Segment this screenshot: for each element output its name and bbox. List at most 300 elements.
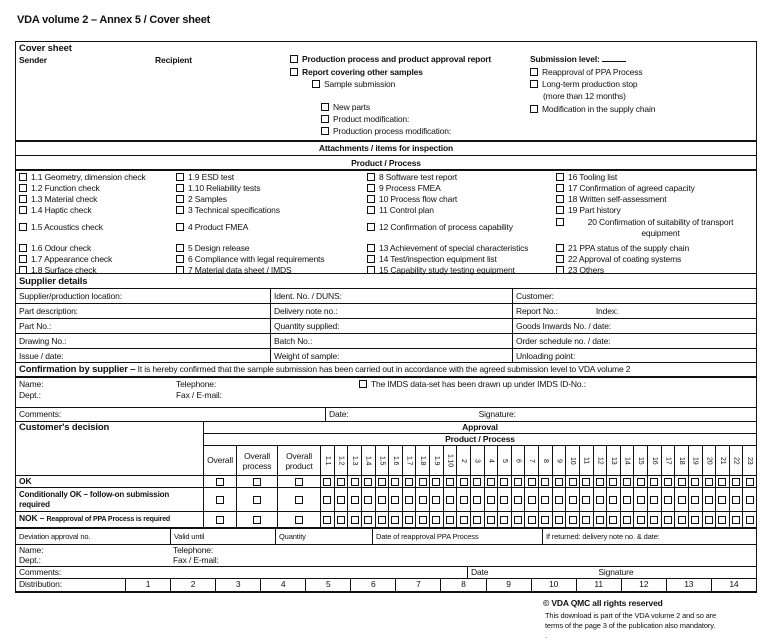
checkbox[interactable] — [176, 206, 184, 214]
checkbox[interactable] — [321, 115, 329, 123]
deviation-field[interactable] — [171, 528, 276, 545]
checkbox[interactable] — [367, 173, 375, 181]
checkbox[interactable] — [367, 195, 375, 203]
decision-cell[interactable] — [648, 512, 662, 528]
decision-cell[interactable] — [430, 476, 444, 488]
checkbox[interactable] — [514, 478, 522, 486]
attachment-item[interactable] — [19, 205, 91, 216]
checkbox[interactable] — [19, 184, 27, 192]
attachment-item[interactable] — [176, 172, 234, 183]
checkbox[interactable] — [176, 244, 184, 252]
decision-cell[interactable] — [539, 512, 553, 528]
checkbox[interactable] — [19, 244, 27, 252]
checkbox[interactable] — [596, 516, 604, 524]
checkbox[interactable] — [528, 496, 536, 504]
decision-cell[interactable] — [389, 488, 403, 512]
checkbox[interactable] — [295, 496, 303, 504]
distribution-cell[interactable] — [216, 579, 261, 592]
checkbox[interactable] — [556, 195, 564, 203]
checkbox[interactable] — [556, 218, 564, 226]
deviation-field[interactable] — [543, 528, 757, 545]
decision-cell[interactable] — [620, 488, 634, 512]
checkbox[interactable] — [664, 496, 672, 504]
attachment-item[interactable] — [19, 183, 100, 194]
checkbox[interactable] — [460, 478, 468, 486]
checkbox[interactable] — [556, 244, 564, 252]
decision-cell[interactable] — [498, 488, 512, 512]
checkbox[interactable] — [556, 173, 564, 181]
checkbox[interactable] — [732, 516, 740, 524]
decision-cell[interactable] — [729, 488, 743, 512]
checkbox[interactable] — [378, 516, 386, 524]
checkbox[interactable] — [19, 255, 27, 263]
checkbox[interactable] — [432, 516, 440, 524]
decision-cell[interactable] — [525, 512, 539, 528]
checkbox[interactable] — [528, 478, 536, 486]
checkbox[interactable] — [556, 255, 564, 263]
checkbox[interactable] — [664, 516, 672, 524]
distribution-cell[interactable] — [621, 579, 666, 592]
supplier-field[interactable] — [271, 289, 513, 304]
distribution-cell[interactable] — [261, 579, 306, 592]
checkbox[interactable] — [473, 478, 481, 486]
decision-cell[interactable] — [430, 488, 444, 512]
decision-cell[interactable] — [716, 488, 730, 512]
decision-cell[interactable] — [375, 488, 389, 512]
decision-cell[interactable] — [443, 476, 457, 488]
checkbox[interactable] — [556, 184, 564, 192]
distribution-cell[interactable] — [441, 579, 486, 592]
checkbox[interactable] — [419, 496, 427, 504]
attachment-item[interactable] — [367, 222, 513, 233]
reapproval-option[interactable] — [530, 67, 643, 77]
attachment-item[interactable] — [19, 172, 146, 183]
decision-cell[interactable] — [334, 488, 348, 512]
checkbox[interactable] — [253, 478, 261, 486]
checkbox[interactable] — [637, 516, 645, 524]
checkbox[interactable] — [367, 206, 375, 214]
decision-cell[interactable] — [430, 512, 444, 528]
checkbox[interactable] — [367, 244, 375, 252]
decision-cell[interactable] — [552, 512, 566, 528]
checkbox[interactable] — [323, 496, 331, 504]
distribution-cell[interactable] — [306, 579, 351, 592]
distribution-cell[interactable] — [711, 579, 756, 592]
attachment-item[interactable] — [19, 222, 103, 233]
customer-date-signature[interactable] — [468, 567, 757, 579]
submission-level-blank[interactable] — [602, 54, 626, 62]
checkbox[interactable] — [637, 496, 645, 504]
checkbox[interactable] — [216, 516, 224, 524]
attachment-item[interactable] — [176, 183, 260, 194]
decision-cell[interactable] — [321, 476, 335, 488]
checkbox[interactable] — [556, 206, 564, 214]
decision-cell[interactable] — [648, 488, 662, 512]
checkbox[interactable] — [323, 516, 331, 524]
decision-cell[interactable] — [566, 512, 580, 528]
decision-cell[interactable] — [552, 476, 566, 488]
checkbox[interactable] — [705, 496, 713, 504]
checkbox[interactable] — [446, 496, 454, 504]
checkbox[interactable] — [295, 516, 303, 524]
distribution-cell[interactable] — [396, 579, 441, 592]
decision-cell[interactable] — [443, 512, 457, 528]
checkbox[interactable] — [378, 478, 386, 486]
decision-cell[interactable] — [484, 476, 498, 488]
decision-cell[interactable] — [634, 512, 648, 528]
checkbox[interactable] — [541, 496, 549, 504]
checkbox[interactable] — [337, 478, 345, 486]
decision-cell[interactable] — [470, 488, 484, 512]
checkbox[interactable] — [321, 127, 329, 135]
customer-name-field[interactable]: Name: — [19, 545, 44, 555]
checkbox[interactable] — [650, 496, 658, 504]
attachment-item[interactable] — [176, 222, 248, 233]
supplier-date-signature[interactable] — [326, 408, 757, 422]
attachment-item[interactable] — [367, 183, 441, 194]
checkbox[interactable] — [664, 478, 672, 486]
checkbox[interactable] — [596, 478, 604, 486]
checkbox[interactable] — [290, 68, 298, 76]
decision-cell[interactable] — [361, 488, 375, 512]
decision-cell[interactable] — [511, 476, 525, 488]
decision-cell[interactable] — [348, 488, 362, 512]
decision-cell[interactable] — [566, 476, 580, 488]
checkbox[interactable] — [351, 516, 359, 524]
checkbox[interactable] — [378, 496, 386, 504]
checkbox[interactable] — [367, 255, 375, 263]
checkbox[interactable] — [359, 380, 367, 388]
attachment-item[interactable] — [176, 243, 249, 254]
checkbox[interactable] — [528, 516, 536, 524]
decision-cell[interactable] — [457, 512, 471, 528]
checkbox[interactable] — [678, 516, 686, 524]
checkbox[interactable] — [419, 478, 427, 486]
checkbox[interactable] — [364, 516, 372, 524]
decision-cell[interactable] — [416, 488, 430, 512]
customer-comments-field[interactable]: Comments: — [16, 567, 468, 579]
decision-cell[interactable] — [525, 488, 539, 512]
checkbox[interactable] — [746, 478, 754, 486]
supplier-field[interactable] — [271, 319, 513, 334]
supplier-comments-field[interactable]: Comments: — [16, 408, 326, 422]
attachment-item[interactable] — [556, 172, 617, 183]
checkbox[interactable] — [609, 478, 617, 486]
other-samples-option[interactable] — [290, 67, 423, 77]
decision-cell[interactable] — [470, 512, 484, 528]
checkbox[interactable] — [176, 255, 184, 263]
checkbox[interactable] — [253, 496, 261, 504]
checkbox[interactable] — [176, 173, 184, 181]
checkbox[interactable] — [473, 516, 481, 524]
decision-cell[interactable] — [688, 476, 702, 488]
checkbox[interactable] — [732, 478, 740, 486]
attachment-item[interactable] — [556, 194, 666, 205]
decision-cell[interactable] — [416, 512, 430, 528]
checkbox[interactable] — [487, 516, 495, 524]
attachment-item[interactable] — [367, 205, 434, 216]
decision-cell[interactable] — [729, 512, 743, 528]
decision-cell[interactable] — [484, 512, 498, 528]
checkbox[interactable] — [705, 516, 713, 524]
decision-cell[interactable] — [484, 488, 498, 512]
decision-cell[interactable] — [237, 512, 278, 528]
decision-cell[interactable] — [389, 512, 403, 528]
supplier-field[interactable] — [271, 304, 513, 319]
customer-telephone-field[interactable]: Telephone: — [173, 545, 214, 555]
checkbox[interactable] — [364, 496, 372, 504]
checkbox[interactable] — [419, 516, 427, 524]
checkbox[interactable] — [19, 173, 27, 181]
checkbox[interactable] — [555, 496, 563, 504]
checkbox[interactable] — [432, 496, 440, 504]
checkbox[interactable] — [746, 516, 754, 524]
checkbox[interactable] — [718, 496, 726, 504]
supplier-field[interactable] — [16, 304, 271, 319]
decision-cell[interactable] — [457, 476, 471, 488]
distribution-cell[interactable] — [486, 579, 531, 592]
checkbox[interactable] — [623, 478, 631, 486]
supplier-field[interactable] — [271, 334, 513, 349]
supplier-field[interactable] — [513, 304, 757, 319]
checkbox[interactable] — [337, 496, 345, 504]
checkbox[interactable] — [405, 478, 413, 486]
checkbox[interactable] — [555, 516, 563, 524]
imds-option[interactable] — [359, 379, 586, 389]
supplier-field[interactable] — [16, 319, 271, 334]
distribution-cell[interactable] — [531, 579, 576, 592]
checkbox[interactable] — [691, 516, 699, 524]
attachment-item[interactable] — [367, 243, 528, 254]
decision-cell[interactable] — [620, 476, 634, 488]
attachment-item[interactable] — [176, 254, 324, 265]
checkbox[interactable] — [746, 496, 754, 504]
decision-cell[interactable] — [675, 512, 689, 528]
decision-cell[interactable] — [321, 488, 335, 512]
checkbox[interactable] — [405, 496, 413, 504]
decision-cell[interactable] — [579, 488, 593, 512]
checkbox[interactable] — [337, 516, 345, 524]
checkbox[interactable] — [323, 478, 331, 486]
checkbox[interactable] — [312, 80, 320, 88]
checkbox[interactable] — [176, 195, 184, 203]
decision-cell[interactable] — [661, 488, 675, 512]
checkbox[interactable] — [351, 496, 359, 504]
decision-cell[interactable] — [321, 512, 335, 528]
decision-cell[interactable] — [702, 476, 716, 488]
checkbox[interactable] — [678, 478, 686, 486]
checkbox[interactable] — [514, 516, 522, 524]
decision-cell[interactable] — [661, 476, 675, 488]
checkbox[interactable] — [473, 496, 481, 504]
decision-cell[interactable] — [402, 512, 416, 528]
decision-cell[interactable] — [675, 488, 689, 512]
checkbox[interactable] — [530, 105, 538, 113]
checkbox[interactable] — [691, 496, 699, 504]
decision-cell[interactable] — [716, 476, 730, 488]
new-parts-option[interactable] — [321, 102, 370, 112]
customer-dept-field[interactable]: Dept.: — [19, 555, 41, 565]
checkbox[interactable] — [253, 516, 261, 524]
checkbox[interactable] — [500, 516, 508, 524]
checkbox[interactable] — [541, 516, 549, 524]
decision-cell[interactable] — [334, 476, 348, 488]
decision-cell[interactable] — [539, 476, 553, 488]
decision-cell[interactable] — [743, 476, 757, 488]
decision-cell[interactable] — [716, 512, 730, 528]
decision-cell[interactable] — [334, 512, 348, 528]
long-term-option[interactable] — [530, 79, 637, 89]
checkbox[interactable] — [487, 496, 495, 504]
checkbox[interactable] — [582, 478, 590, 486]
deviation-field[interactable] — [373, 528, 543, 545]
decision-cell[interactable] — [361, 476, 375, 488]
decision-cell[interactable] — [675, 476, 689, 488]
decision-cell[interactable] — [607, 512, 621, 528]
checkbox[interactable] — [487, 478, 495, 486]
decision-cell[interactable] — [278, 512, 321, 528]
decision-cell[interactable] — [743, 488, 757, 512]
checkbox[interactable] — [176, 223, 184, 231]
checkbox[interactable] — [351, 478, 359, 486]
decision-cell[interactable] — [702, 512, 716, 528]
decision-cell[interactable] — [204, 512, 237, 528]
attachment-item[interactable] — [367, 172, 457, 183]
checkbox[interactable] — [405, 516, 413, 524]
decision-cell[interactable] — [457, 488, 471, 512]
process-mod-option[interactable] — [321, 126, 451, 136]
decision-cell[interactable] — [375, 476, 389, 488]
decision-cell[interactable] — [375, 512, 389, 528]
decision-cell[interactable] — [607, 476, 621, 488]
checkbox[interactable] — [176, 184, 184, 192]
checkbox[interactable] — [569, 478, 577, 486]
checkbox[interactable] — [446, 478, 454, 486]
decision-cell[interactable] — [237, 476, 278, 488]
checkbox[interactable] — [650, 516, 658, 524]
checkbox[interactable] — [500, 496, 508, 504]
supplier-field[interactable] — [513, 334, 757, 349]
checkbox[interactable] — [569, 496, 577, 504]
checkbox[interactable] — [19, 206, 27, 214]
checkbox[interactable] — [19, 195, 27, 203]
supplier-fax-field[interactable]: Fax / E-mail: — [176, 390, 222, 400]
checkbox[interactable] — [19, 223, 27, 231]
checkbox[interactable] — [555, 478, 563, 486]
deviation-field[interactable] — [16, 528, 171, 545]
attachment-item[interactable] — [176, 205, 280, 216]
decision-cell[interactable] — [620, 512, 634, 528]
checkbox[interactable] — [569, 516, 577, 524]
checkbox[interactable] — [691, 478, 699, 486]
attachment-item[interactable] — [367, 254, 497, 265]
checkbox[interactable] — [446, 516, 454, 524]
attachment-item[interactable] — [556, 183, 695, 194]
distribution-cell[interactable] — [666, 579, 711, 592]
supply-chain-option[interactable] — [530, 104, 655, 114]
decision-cell[interactable] — [593, 488, 607, 512]
attachment-item[interactable] — [556, 217, 753, 239]
attachment-item[interactable] — [556, 243, 689, 254]
decision-cell[interactable] — [688, 488, 702, 512]
distribution-cell[interactable] — [576, 579, 621, 592]
checkbox[interactable] — [582, 496, 590, 504]
checkbox[interactable] — [460, 496, 468, 504]
checkbox[interactable] — [541, 478, 549, 486]
decision-cell[interactable] — [402, 488, 416, 512]
attachment-item[interactable] — [19, 254, 112, 265]
decision-cell[interactable] — [552, 488, 566, 512]
checkbox[interactable] — [290, 55, 298, 63]
decision-cell[interactable] — [443, 488, 457, 512]
decision-cell[interactable] — [593, 512, 607, 528]
decision-cell[interactable] — [278, 476, 321, 488]
checkbox[interactable] — [432, 478, 440, 486]
decision-cell[interactable] — [278, 488, 321, 512]
checkbox[interactable] — [623, 516, 631, 524]
decision-cell[interactable] — [525, 476, 539, 488]
decision-cell[interactable] — [511, 512, 525, 528]
customer-fax-field[interactable]: Fax / E-mail: — [173, 555, 219, 565]
decision-cell[interactable] — [729, 476, 743, 488]
decision-cell[interactable] — [348, 476, 362, 488]
decision-cell[interactable] — [416, 476, 430, 488]
checkbox[interactable] — [500, 478, 508, 486]
ppa-report-option[interactable] — [290, 54, 491, 64]
attachment-item[interactable] — [367, 194, 457, 205]
supplier-field[interactable] — [16, 289, 271, 304]
checkbox[interactable] — [650, 478, 658, 486]
decision-cell[interactable] — [634, 488, 648, 512]
supplier-telephone-field[interactable]: Telephone: — [176, 379, 217, 389]
supplier-name-field[interactable]: Name: — [19, 379, 44, 389]
deviation-field[interactable] — [276, 528, 373, 545]
decision-cell[interactable] — [688, 512, 702, 528]
decision-cell[interactable] — [743, 512, 757, 528]
sample-submission-option[interactable] — [312, 79, 395, 89]
decision-cell[interactable] — [348, 512, 362, 528]
decision-cell[interactable] — [539, 488, 553, 512]
decision-cell[interactable] — [593, 476, 607, 488]
supplier-field[interactable] — [513, 319, 757, 334]
attachment-item[interactable] — [19, 194, 97, 205]
checkbox[interactable] — [514, 496, 522, 504]
decision-cell[interactable] — [634, 476, 648, 488]
checkbox[interactable] — [705, 478, 713, 486]
checkbox[interactable] — [732, 496, 740, 504]
decision-cell[interactable] — [204, 476, 237, 488]
decision-cell[interactable] — [389, 476, 403, 488]
attachment-item[interactable] — [176, 194, 227, 205]
checkbox[interactable] — [367, 184, 375, 192]
checkbox[interactable] — [367, 223, 375, 231]
decision-cell[interactable] — [470, 476, 484, 488]
checkbox[interactable] — [530, 80, 538, 88]
checkbox[interactable] — [460, 516, 468, 524]
supplier-field[interactable] — [16, 334, 271, 349]
decision-cell[interactable] — [511, 488, 525, 512]
distribution-cell[interactable] — [351, 579, 396, 592]
distribution-cell[interactable] — [126, 579, 171, 592]
decision-cell[interactable] — [361, 512, 375, 528]
supplier-dept-field[interactable]: Dept.: — [19, 390, 41, 400]
checkbox[interactable] — [216, 496, 224, 504]
decision-cell[interactable] — [702, 488, 716, 512]
checkbox[interactable] — [596, 496, 604, 504]
decision-cell[interactable] — [648, 476, 662, 488]
decision-cell[interactable] — [402, 476, 416, 488]
supplier-field[interactable] — [513, 289, 757, 304]
